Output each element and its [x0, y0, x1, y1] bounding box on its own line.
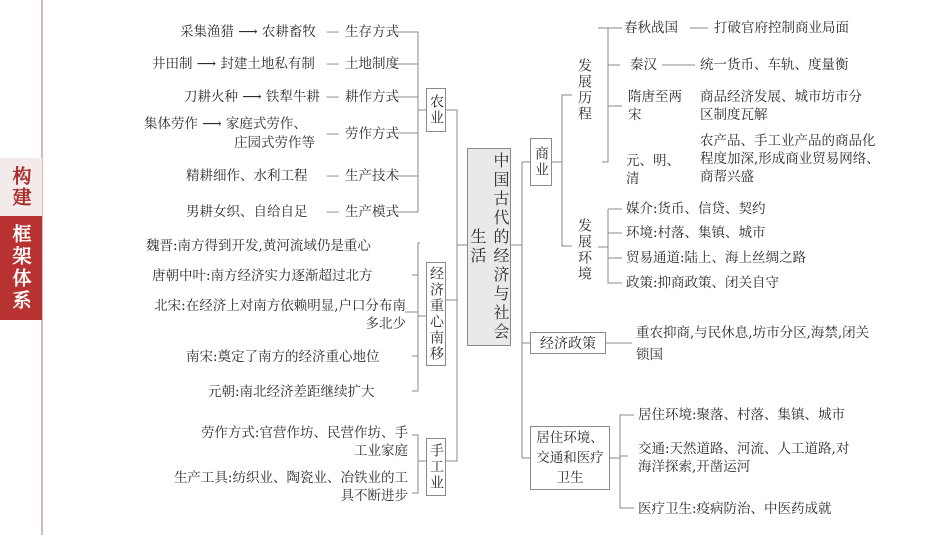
dash: — — [326, 89, 340, 105]
history-desc-4: 农产品、手工业产品的商品化程度加深,形成商业贸易网络、商帮兴盛 — [700, 133, 880, 185]
policy-desc: 重农抑商,与民休息,坊市分区,海禁,闭关锁国 — [636, 325, 870, 363]
node-economic-policy: 经济政策 — [530, 332, 606, 354]
history-era-1: 春秋战国 — [624, 20, 678, 36]
living-item-1: 居住环境:聚落、村落、集镇、城市 — [638, 407, 846, 423]
dash: — — [326, 204, 340, 220]
env-item-2: 环境:村落、集镇、城市 — [626, 225, 766, 241]
living-item-3: 医疗卫生:疫病防治、中医药成就 — [638, 501, 832, 517]
agri-item-1-aspect: 生存方式 — [345, 24, 399, 40]
history-desc-2: 统一货币、车轨、度量衡 — [700, 57, 849, 73]
env-item-4: 政策:抑商政策、闭关自守 — [626, 275, 780, 291]
handicraft-item-1: 劳作方式:官营作坊、民营作坊、手工业家庭 — [200, 425, 408, 459]
history-era-4: 元、明、清 — [626, 153, 680, 187]
agri-item-4-aspect: 劳作方式 — [345, 126, 399, 142]
history-era-2: 秦汉 — [630, 57, 657, 73]
env-item-3: 贸易通道:陆上、海上丝绸之路 — [626, 250, 807, 266]
living-item-2: 交通:天然道路、河流、人工道路,对海洋探索,开凿运河 — [638, 441, 850, 475]
history-era-3: 隋唐至两宋 — [628, 89, 682, 123]
agri-item-3-text: 刀耕火种 ⟶ 铁犁牛耕 — [184, 89, 320, 105]
south-item-5: 元朝:南北经济差距继续扩大 — [208, 384, 375, 400]
node-handicraft: 手工业 — [426, 438, 446, 496]
sidebar-title-framework: 框架体系 — [0, 216, 42, 320]
agri-item-6-aspect: 生产模式 — [345, 204, 399, 220]
env-item-1: 媒介:货币、信贷、契约 — [626, 201, 766, 217]
agri-item-2-aspect: 土地制度 — [345, 56, 399, 72]
sidebar-title-build: 构建 — [0, 158, 42, 216]
commerce-environment-label: 发展环境 — [576, 218, 592, 282]
dash: — — [326, 168, 340, 184]
agri-item-5-text: 精耕细作、水利工程 — [186, 168, 308, 184]
history-desc-1: 打破官府控制商业局面 — [714, 20, 849, 36]
dash: — — [326, 56, 340, 72]
south-item-2: 唐朝中叶:南方经济实力逐渐超过北方 — [152, 268, 373, 284]
agri-item-6-text: 男耕女织、自给自足 — [186, 204, 308, 220]
agri-item-3-aspect: 耕作方式 — [345, 89, 399, 105]
history-desc-3: 商品经济发展、城市坊市分区制度瓦解 — [700, 89, 862, 123]
agri-item-5-aspect: 生产技术 — [345, 168, 399, 184]
agri-item-4-sub: 庄园式劳作等 — [234, 135, 315, 151]
node-south-shift: 经济重心南移 — [426, 262, 446, 366]
node-agriculture: 农业 — [426, 88, 446, 132]
dash: — — [326, 126, 340, 142]
commerce-history-label: 发展历程 — [576, 58, 592, 122]
south-item-1: 魏晋:南方得到开发,黄河流域仍是重心 — [146, 238, 371, 254]
handicraft-item-2: 生产工具:纺织业、陶瓷业、冶铁业的工具不断进步 — [173, 470, 408, 504]
south-item-4: 南宋:奠定了南方的经济重心地位 — [186, 349, 380, 365]
node-commerce: 商业 — [530, 138, 552, 186]
dash: — — [326, 24, 340, 40]
agri-item-1-text: 采集渔猎 ⟶ 农耕畜牧 — [180, 24, 316, 40]
node-living-environment: 居住环境、交通和医疗卫生 — [530, 426, 610, 490]
agri-item-4-text: 集体劳作 ⟶ 家庭式劳作、 — [144, 116, 307, 132]
agri-item-2-text: 井田制 ⟶ 封建土地私有制 — [152, 56, 315, 72]
south-item-3: 北宋:在经济上对南方依赖明显,户口分布南多北少 — [154, 298, 406, 332]
center-topic: 中国古代的经济与社会生活 — [467, 148, 511, 346]
